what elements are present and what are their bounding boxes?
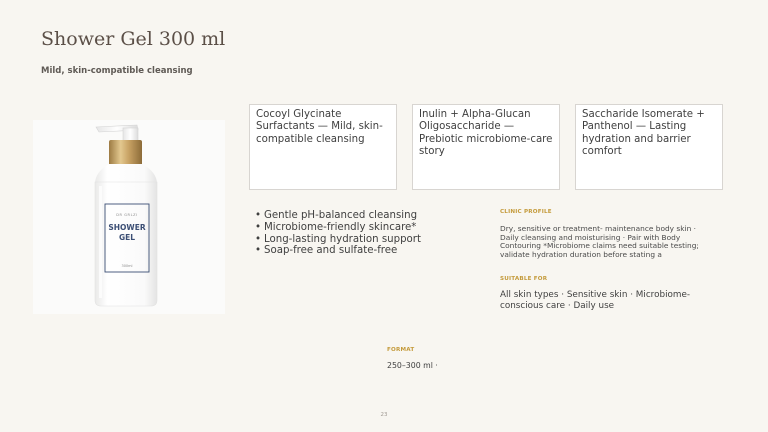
benefit-item: • Microbiome-friendly skincare* xyxy=(255,221,417,233)
suitable-for-label: SUITABLE FOR xyxy=(500,276,548,282)
bullet-icon: • xyxy=(255,221,262,233)
format-text: 250–300 ml · xyxy=(387,361,438,370)
product-photo xyxy=(33,120,225,314)
ingredient-card-text: Cocoyl Glycinate Surfactants — Mild, skin-compatible cleansing xyxy=(256,109,383,145)
ingredient-card-2 xyxy=(412,104,560,190)
page-subtitle: Mild, skin-compatible cleansing xyxy=(41,66,193,76)
suitable-for-text: All skin types · Sensitive skin · Microbiome-conscious care · Daily use xyxy=(500,290,691,311)
bullet-icon: • xyxy=(255,210,262,221)
format-label: FORMAT xyxy=(387,347,415,353)
benefits-list xyxy=(255,210,421,257)
bottle-cap xyxy=(109,140,142,166)
clinic-profile-text: Dry, sensitive or treatment- maintenance body skin · Daily cleansing and moisturising · Pair with Body Contouring *Microbiome claims need suitable testing; validate hydration duration before stating a xyxy=(500,224,699,259)
benefit-item: • Long-lasting hydration support xyxy=(255,233,421,245)
benefit-item: • Gentle pH-balanced cleansing xyxy=(255,210,418,221)
page-title: Shower Gel 300 ml xyxy=(41,28,226,50)
bottle-name-line1: SHOWER xyxy=(108,223,146,232)
bottle-brand-text: DR GRLZI xyxy=(116,213,138,217)
ingredient-card-text: Saccharide Isomerate + Panthenol — Lasting hydration and barrier comfort xyxy=(582,109,705,157)
ingredient-card-3 xyxy=(575,104,723,190)
bullet-icon: • xyxy=(255,233,262,245)
ingredient-card-1 xyxy=(249,104,397,190)
ingredient-card-text: Inulin + Alpha-Glucan Oligosaccharide — Prebiotic microbiome-care story xyxy=(419,109,553,157)
page-number: 23 xyxy=(380,412,388,418)
bottle-name-line2: GEL xyxy=(118,233,136,242)
benefit-item: • Soap-free and sulfate-free xyxy=(255,245,398,257)
shower-gel-bottle-image xyxy=(33,120,225,314)
bottle-volume-text: 300ml xyxy=(121,264,133,268)
clinic-profile-label: CLINIC PROFILE xyxy=(500,209,552,215)
bullet-icon: • xyxy=(255,245,262,257)
bottle-shoulder xyxy=(95,164,157,184)
bottle-body xyxy=(95,182,157,306)
pump-stem xyxy=(123,128,138,142)
